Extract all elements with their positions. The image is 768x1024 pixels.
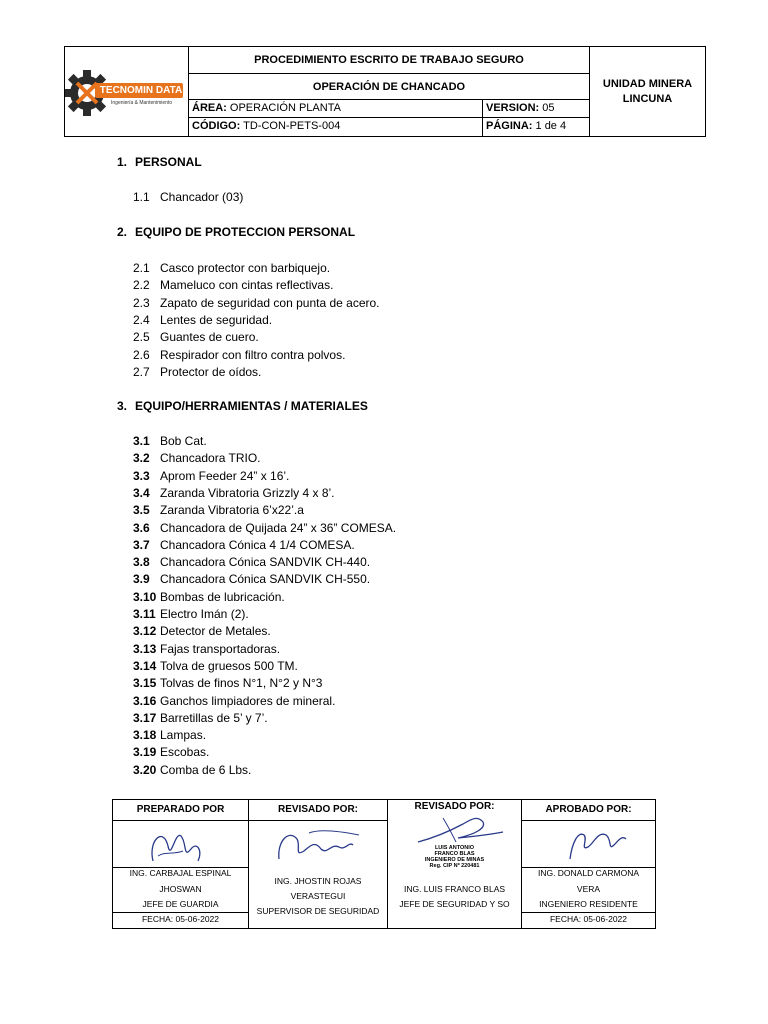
item-number: 2.1 (133, 261, 150, 275)
signature-heading: REVISADO POR: (249, 800, 387, 821)
area-label: ÁREA: (192, 102, 227, 114)
item-number: 3.16 (133, 693, 157, 708)
item-text: Detector de Metales. (160, 624, 271, 639)
list-item (133, 486, 335, 500)
list-item (133, 590, 285, 604)
section-heading (117, 155, 202, 169)
company-logo (65, 47, 189, 136)
stamp-line: Reg. CIP Nº 220481 (429, 863, 480, 869)
item-text: Fajas transportadoras. (160, 641, 281, 656)
list-item (133, 261, 330, 275)
item-text: Respirador con filtro contra polvos. (160, 347, 346, 362)
item-number: 2.3 (133, 295, 150, 310)
item-text: Bombas de lubricación. (160, 589, 285, 604)
list-item (133, 451, 261, 465)
list-item (133, 728, 206, 742)
item-number: 2.6 (133, 347, 150, 362)
item-number: 3.19 (133, 745, 157, 760)
signature-date: FECHA: 05-06-2022 (549, 914, 627, 924)
item-text: Protector de oídos. (160, 364, 262, 379)
item-number: 3.1 (133, 434, 150, 448)
list-item (133, 676, 322, 690)
item-text: Lampas. (160, 728, 207, 743)
section-title: EQUIPO DE PROTECCION PERSONAL (135, 225, 356, 239)
item-text: Guantes de cuero. (160, 330, 259, 345)
item-number: 3.14 (133, 658, 157, 673)
signature-heading: REVISADO POR: (414, 801, 495, 812)
item-text: Zapato de seguridad con punta de acero. (160, 295, 380, 310)
item-number: 3.2 (133, 451, 150, 466)
handwritten-signature (249, 821, 388, 866)
item-number: 3.10 (133, 589, 157, 604)
unidad-line1: UNIDAD MINERA (602, 77, 693, 90)
section-number: 3. (117, 399, 128, 413)
item-text: Zaranda Vibratoria 6’x22’.a (160, 503, 304, 518)
item-text: Zaranda Vibratoria Grizzly 4 x 8’. (160, 485, 335, 500)
item-text: Tolvas de finos N°1, N°2 y N°3 (160, 676, 323, 691)
item-text: Barretillas de 5’ y 7’. (160, 710, 268, 725)
item-text: Bob Cat. (160, 434, 207, 448)
item-number: 3.3 (133, 468, 150, 483)
list-item (133, 313, 272, 327)
signature-column-revisado-1 (249, 800, 388, 928)
item-text: Ganchos limpiadores de mineral. (160, 693, 336, 708)
list-item (133, 190, 243, 204)
list-item (133, 348, 345, 362)
signature-date: FECHA: 05-06-2022 (141, 914, 219, 924)
item-text: Chancadora de Quijada 24” x 36” COMESA. (160, 520, 397, 535)
list-item (133, 607, 249, 621)
signer-role: JEFE DE GUARDIA (142, 899, 219, 909)
item-text: Chancadora Cónica SANDVIK CH-550. (160, 572, 371, 587)
section-title: EQUIPO/HERRAMIENTAS / MATERIALES (135, 399, 368, 413)
area-value: OPERACIÓN PLANTA (229, 102, 341, 114)
item-text: Comba de 6 Lbs. (160, 762, 252, 777)
signer-name: ING. DONALD CARMONA (537, 868, 640, 878)
professional-stamp (388, 845, 521, 869)
codigo-label: CÓDIGO: (192, 120, 241, 132)
section-heading (117, 225, 355, 239)
version-field (483, 100, 589, 118)
item-number: 3.15 (133, 676, 157, 691)
signer-role: JEFE DE SEGURIDAD Y SO (399, 899, 510, 909)
list-item (133, 659, 298, 673)
item-number: 3.4 (133, 485, 150, 500)
stamp-line: INGENIERO DE MINAS (424, 857, 485, 863)
list-item (133, 521, 396, 535)
signature-table (112, 799, 656, 929)
list-item (133, 434, 207, 448)
signer-name-cont: VERA (576, 884, 601, 894)
signer-name-cont: JHOSWAN (159, 884, 202, 894)
item-number: 3.9 (133, 572, 150, 587)
codigo-value: TD-CON-PETS-004 (243, 120, 341, 132)
pagina-value: 1 de 4 (535, 120, 567, 132)
signer-role: INGENIERO RESIDENTE (539, 899, 638, 909)
list-item (133, 711, 268, 725)
item-text: Chancadora Cónica SANDVIK CH-440. (160, 555, 371, 570)
pagina-field (483, 118, 589, 136)
pagina-label: PÁGINA: (486, 120, 533, 132)
signature-column-preparado (113, 800, 249, 928)
item-text: Chancador (03) (160, 190, 244, 204)
list-item (133, 624, 271, 638)
list-item (133, 694, 335, 708)
item-number: 3.20 (133, 762, 157, 777)
section-heading (117, 399, 368, 413)
section-number: 1. (117, 155, 128, 169)
item-text: Mameluco con cintas reflectivas. (160, 278, 334, 293)
signature-heading: PREPARADO POR (113, 800, 248, 821)
unidad-line2: LINCUNA (622, 92, 673, 105)
list-item (133, 538, 355, 552)
list-item (133, 642, 280, 656)
item-text: Chancadora Cónica 4 1/4 COMESA. (160, 537, 355, 552)
divider (522, 912, 655, 913)
document-subtitle: OPERACIÓN DE CHANCADO (189, 74, 589, 100)
signer-name-cont: VERASTEGUI (290, 891, 346, 901)
list-item (133, 296, 380, 310)
document-title: PROCEDIMIENTO ESCRITO DE TRABAJO SEGURO (189, 47, 589, 74)
unidad-minera (589, 47, 705, 136)
item-number: 2.2 (133, 278, 150, 293)
list-item (133, 763, 251, 777)
list-item (133, 330, 259, 344)
signer-role: SUPERVISOR DE SEGURIDAD (256, 906, 380, 916)
signer-name: ING. LUIS FRANCO BLAS (403, 884, 506, 894)
item-text: Casco protector con barbiquejo. (160, 261, 331, 275)
list-item (133, 503, 304, 517)
item-number: 2.7 (133, 364, 150, 379)
item-number: 3.13 (133, 641, 157, 656)
section-title: PERSONAL (135, 155, 202, 169)
handwritten-signature (388, 812, 522, 846)
item-number: 3.17 (133, 710, 157, 725)
item-number: 2.4 (133, 312, 150, 327)
list-item (133, 278, 333, 292)
item-number: 1.1 (133, 190, 150, 204)
list-item (133, 469, 289, 483)
item-number: 2.5 (133, 330, 150, 345)
divider (113, 912, 248, 913)
section-number: 2. (117, 225, 128, 239)
codigo-field (189, 118, 483, 136)
version-value: 05 (542, 102, 555, 114)
signer-name: ING. CARBAJAL ESPINAL (129, 868, 232, 878)
item-number: 3.11 (133, 607, 156, 621)
signature-heading: APROBADO POR: (522, 800, 655, 821)
handwritten-signature (113, 821, 249, 866)
signature-column-revisado-2 (388, 800, 522, 928)
item-text: Chancadora TRIO. (160, 451, 261, 466)
signature-column-aprobado (522, 800, 655, 928)
item-text: Aprom Feeder 24” x 16’. (160, 468, 290, 483)
item-text: Tolva de gruesos 500 TM. (160, 658, 298, 673)
item-number: 3.5 (133, 503, 150, 518)
item-number: 3.6 (133, 520, 150, 535)
document-header (64, 46, 706, 137)
item-text: Lentes de seguridad. (160, 312, 273, 327)
version-label: VERSION: (486, 102, 540, 114)
signer-name: ING. JHOSTIN ROJAS (274, 876, 362, 886)
item-text: Escobas. (160, 745, 210, 760)
item-text: Electro Imán (2). (160, 607, 249, 621)
list-item (133, 745, 209, 759)
area-field (189, 100, 483, 118)
list-item (133, 365, 261, 379)
item-number: 3.7 (133, 537, 150, 552)
stamp-line: FRANCO BLAS (434, 851, 475, 857)
logo-text: TECNOMIN DATA (99, 85, 183, 96)
handwritten-signature (522, 821, 655, 866)
list-item (133, 572, 370, 586)
logo-tagline: Ingeniería & Mantenimiento (111, 100, 173, 106)
item-number: 3.12 (133, 624, 157, 639)
item-number: 3.8 (133, 555, 150, 570)
item-number: 3.18 (133, 728, 157, 743)
list-item (133, 555, 370, 569)
stamp-line: LUIS ANTONIO (434, 845, 475, 851)
